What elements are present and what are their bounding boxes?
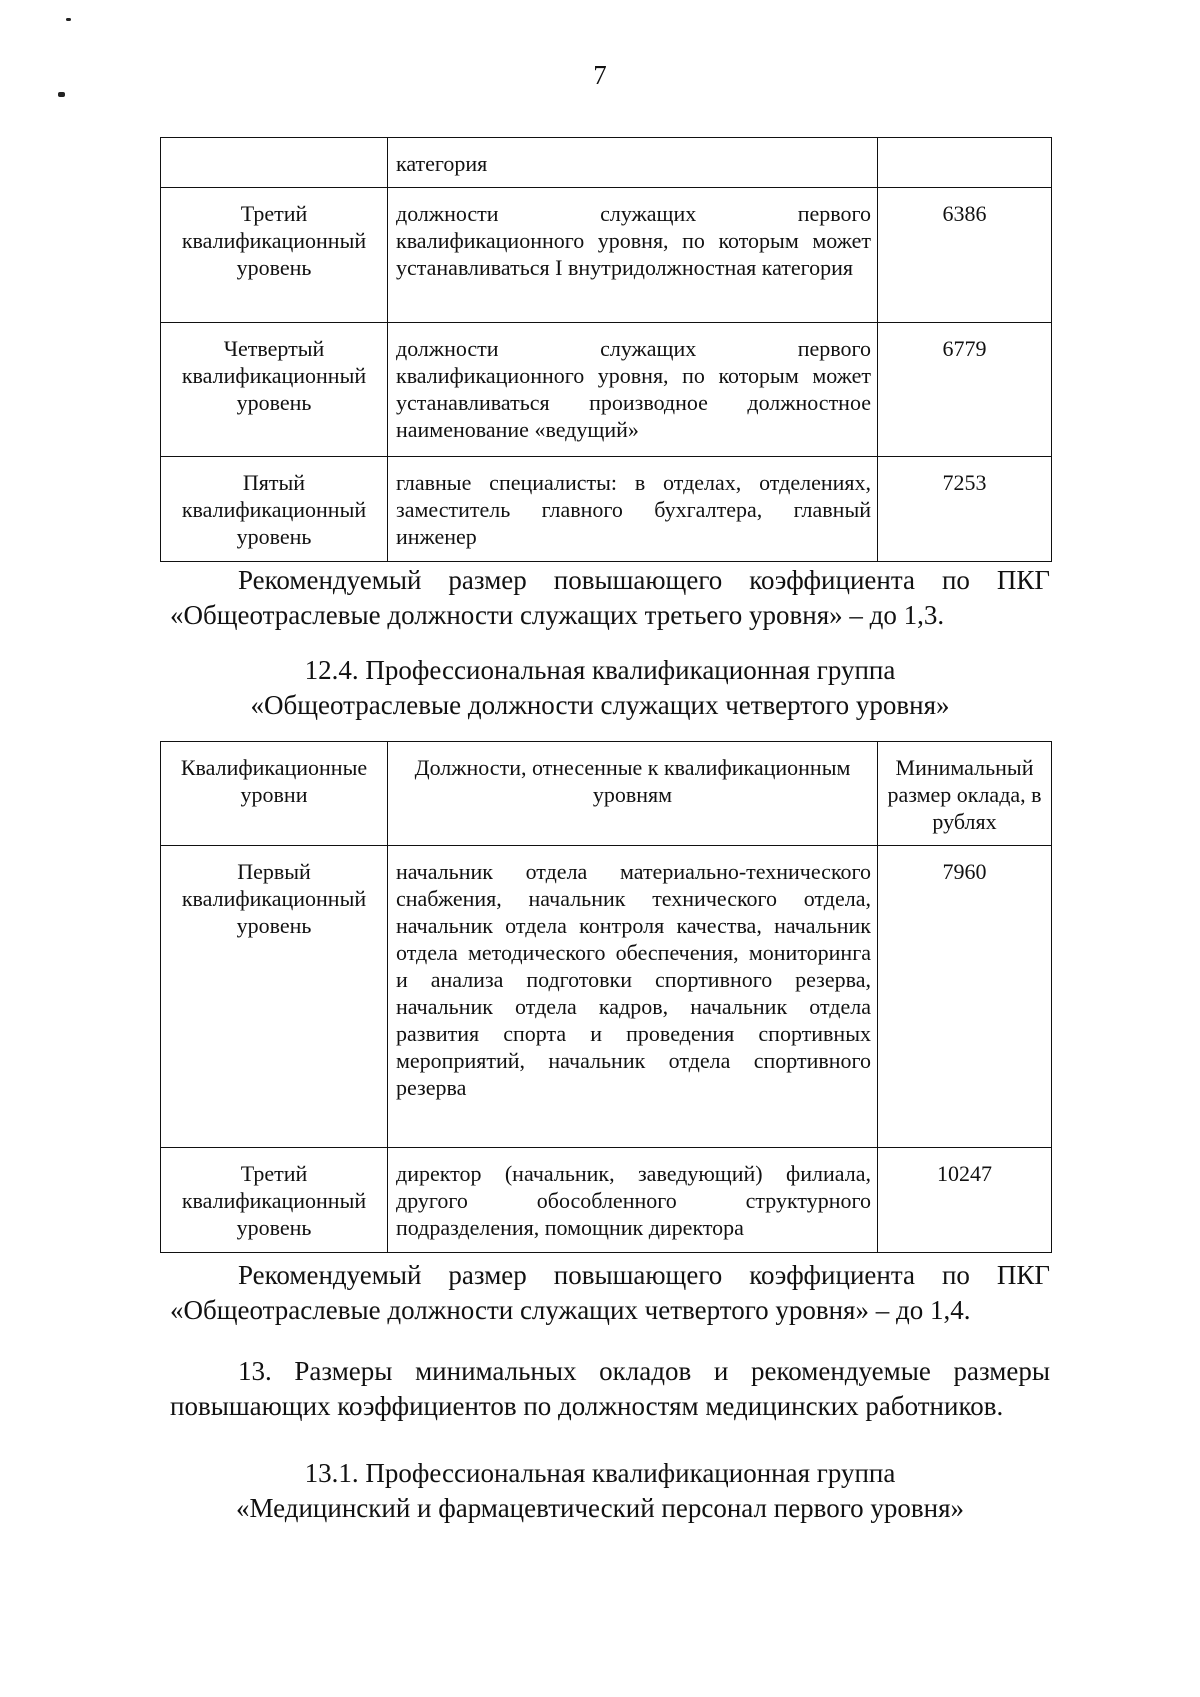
scan-speck xyxy=(66,18,71,21)
page-number: 7 xyxy=(593,60,607,90)
level-cell xyxy=(161,138,388,188)
column-header: Минимальный размер оклада, в рублях xyxy=(878,742,1052,846)
positions-cell: начальник отдела материально-технического снабжения, начальник технического отдела, начальник отдела контроля качества, начальник отдела методического обеспечения, мониторинга и анализа подготовки спортивного резерва, начальник отдела кадров, начальник отдела развития спорта и проведения спортивных мероприятий, начальник отдела спортивного резерва xyxy=(388,846,878,1148)
table-pkg-fourth-level xyxy=(160,741,1052,1253)
positions-cell: должности служащих первого квалификационного уровня, по которым может устанавливаться производное должностное наименование «ведущий» xyxy=(388,323,878,457)
table-row xyxy=(161,1148,1052,1253)
table-row xyxy=(161,188,1052,323)
section-heading xyxy=(0,1456,1200,1526)
recommended-coefficient-paragraph: Рекомендуемый размер повышающего коэффициента по ПКГ «Общеотраслевые должности служащих четвертого уровня» – до 1,4. xyxy=(170,1260,1050,1325)
salary-cell: 7253 xyxy=(878,457,1052,562)
salary-cell: 6779 xyxy=(878,323,1052,457)
heading-line: 13.1. Профессиональная квалификационная группа xyxy=(304,1458,896,1488)
column-header: Квалификационные уровни xyxy=(161,742,388,846)
positions-cell: директор (начальник, заведующий) филиала, другого обособленного структурного подразделения, помощник директора xyxy=(388,1148,878,1253)
heading-line: 12.4. Профессиональная квалификационная группа xyxy=(304,655,896,685)
heading-line: «Медицинский и фармацевтический персонал первого уровня» xyxy=(235,1493,965,1523)
salary-cell: 7960 xyxy=(878,846,1052,1148)
salary-cell xyxy=(878,138,1052,188)
level-cell: Третий квалификационный уровень xyxy=(161,188,388,323)
salary-cell: 6386 xyxy=(878,188,1052,323)
section-13-paragraph: 13. Размеры минимальных окладов и рекомендуемые размеры повышающих коэффициентов по должностям медицинских работников. xyxy=(170,1356,1050,1421)
positions-cell: должности служащих первого квалификационного уровня, по которым может устанавливаться I внутридолжностная категория xyxy=(388,188,878,323)
table-row xyxy=(161,138,1052,188)
table-row xyxy=(161,457,1052,562)
level-cell: Пятый квалификационный уровень xyxy=(161,457,388,562)
level-cell: Третий квалификационный уровень xyxy=(161,1148,388,1253)
positions-cell: категория xyxy=(388,138,878,188)
table-pkg-third-level xyxy=(160,137,1052,562)
column-header: Должности, отнесенные к квалификационным уровням xyxy=(388,742,878,846)
heading-line: «Общеотраслевые должности служащих четвертого уровня» xyxy=(250,690,950,720)
scan-speck xyxy=(58,92,65,97)
recommended-coefficient-paragraph: Рекомендуемый размер повышающего коэффициента по ПКГ «Общеотраслевые должности служащих третьего уровня» – до 1,3. xyxy=(170,565,1050,630)
table-row xyxy=(161,846,1052,1148)
section-heading xyxy=(0,653,1200,723)
salary-cell: 10247 xyxy=(878,1148,1052,1253)
positions-cell: главные специалисты: в отделах, отделениях, заместитель главного бухгалтера, главный инженер xyxy=(388,457,878,562)
level-cell: Четвертый квалификационный уровень xyxy=(161,323,388,457)
table-header-row xyxy=(161,742,1052,846)
table-row xyxy=(161,323,1052,457)
level-cell: Первый квалификационный уровень xyxy=(161,846,388,1148)
